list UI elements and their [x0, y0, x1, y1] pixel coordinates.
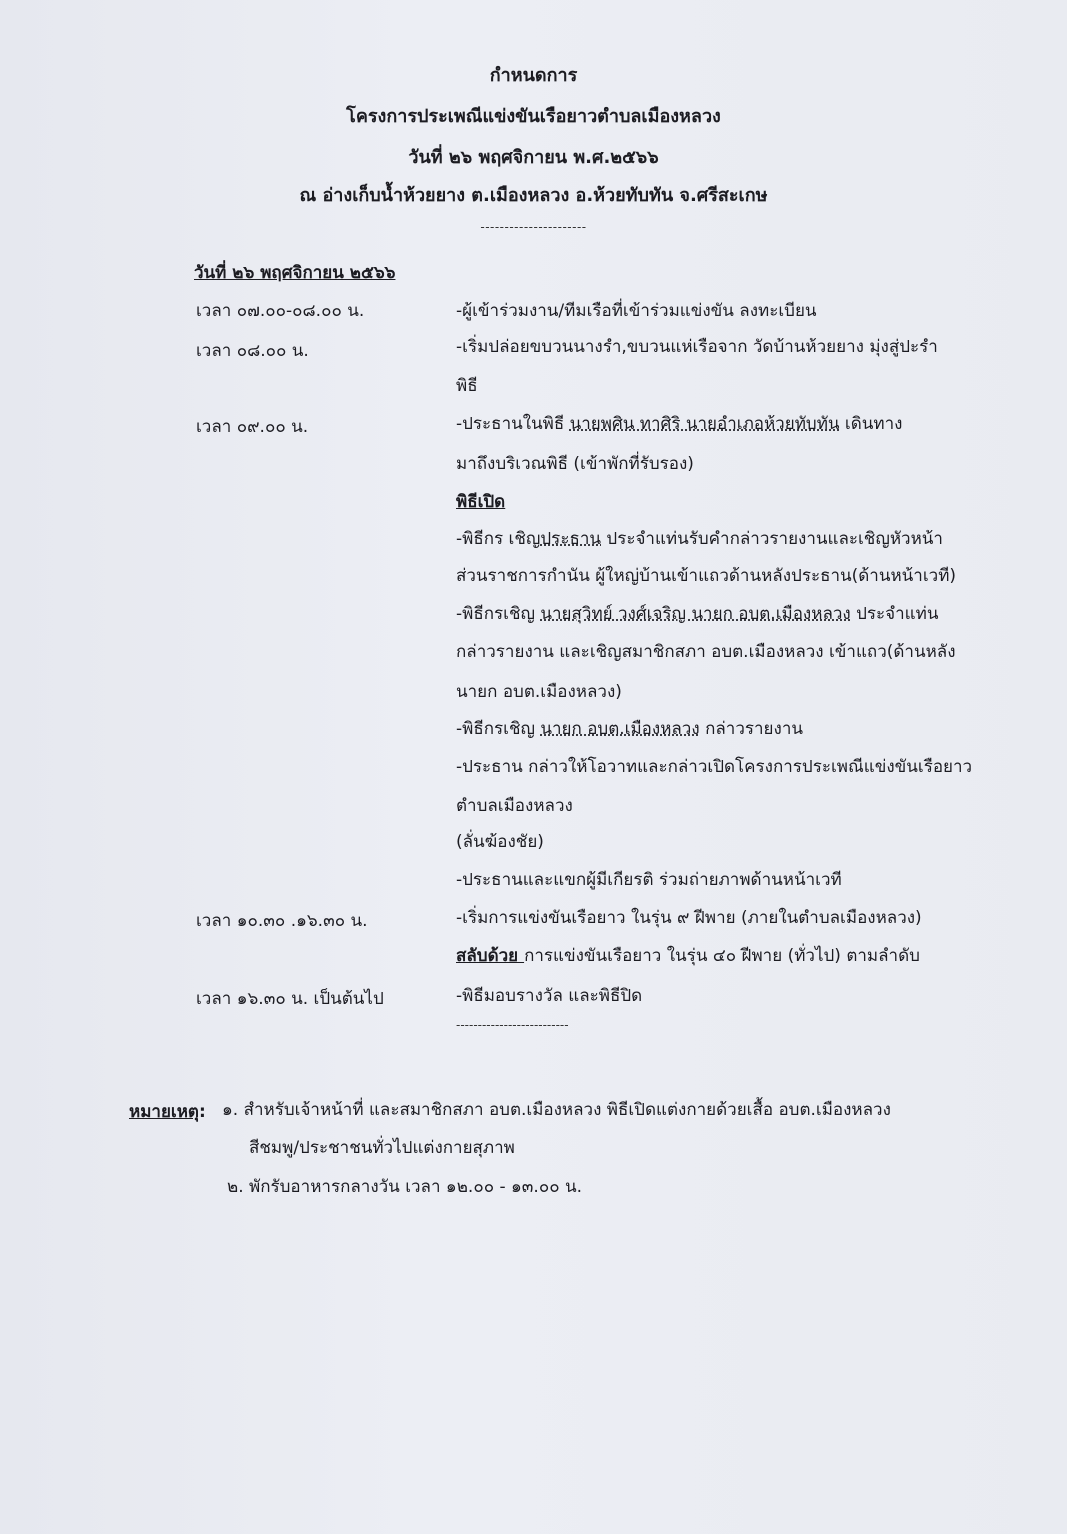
chairperson-ref: ประธาน: [540, 529, 601, 549]
project-name: โครงการประเพณีแข่งขันเรือยาวตำบลเมืองหลวง: [346, 106, 721, 127]
schedule-desc-2-line2: พิธี: [456, 376, 478, 396]
schedule-desc-4-line2: [456, 942, 920, 969]
text-segment: -ประธานในพิธี: [456, 414, 570, 434]
note-1-line1: ๑. สำหรับเจ้าหน้าที่ และสมาชิกสภา อบต.เมืองหลวง พิธีเปิดแต่งกายด้วยเสื้อ อบต.เมืองหลวง: [222, 1100, 891, 1120]
header-separator: ----------------------: [480, 220, 587, 234]
opening-item-2-line1: [456, 600, 938, 627]
opening-item-4-line3: (ลั่นฆ้องชัย): [456, 832, 544, 852]
opening-item-4-line1: -ประธาน กล่าวให้โอวาทและกล่าวเปิดโครงการประเพณีแข่งขันเรือยาว: [456, 757, 973, 777]
opening-item-2-line2: กล่าวรายงาน และเชิญสมาชิกสภา อบต.เมืองหลวง เข้าแถว(ด้านหลัง: [456, 642, 956, 662]
schedule-desc-5: -พิธีมอบรางวัล และพิธีปิด: [456, 986, 643, 1006]
event-venue: ณ อ่างเก็บน้ำห้วยยาง ต.เมืองหลวง อ.ห้วยทับทัน จ.ศรีสะเกษ: [299, 185, 768, 206]
text-segment: กล่าวรายงาน: [699, 719, 803, 739]
schedule-time-2: เวลา ๐๘.๐๐ น.: [196, 341, 309, 361]
schedule-time-1: เวลา ๐๗.๐๐-๐๘.๐๐ น.: [196, 301, 365, 321]
schedule-desc-1: -ผู้เข้าร่วมงาน/ทีมเรือที่เข้าร่วมแข่งขัน ลงทะเบียน: [456, 301, 817, 321]
text-segment: ประจำแท่น: [850, 604, 939, 624]
schedule-time-4: เวลา ๑๐.๓๐ .๑๖.๓๐ น.: [196, 911, 368, 931]
schedule-desc-3-line1: [456, 410, 902, 437]
opening-ceremony-heading: พิธีเปิด: [456, 492, 506, 512]
notes-label-text: หมายเหตุ: [129, 1102, 199, 1122]
opening-item-4-line2: ตำบลเมืองหลวง: [456, 796, 573, 816]
notes-colon: :: [198, 1102, 206, 1122]
mayor-title: นายก อบต.เมืองหลวง: [540, 719, 700, 739]
document-title: กำหนดการ: [489, 65, 578, 86]
event-date: วันที่ ๒๖ พฤศจิกายน พ.ศ.๒๕๖๖: [408, 147, 659, 168]
schedule-desc-2-line1: -เริ่มปล่อยขบวนนางรำ,ขบวนแห่เรือจาก วัดบ้านห้วยยาง มุ่งสู่ปะรำ: [456, 337, 938, 357]
note-2: ๒. พักรับอาหารกลางวัน เวลา ๑๒.๐๐ - ๑๓.๐๐ น.: [227, 1177, 583, 1197]
opening-item-2-line3: นายก อบต.เมืองหลวง): [456, 682, 622, 702]
text-segment: -พิธีกร เชิญ: [456, 529, 541, 549]
schedule-time-3: เวลา ๐๙.๐๐ น.: [196, 417, 309, 437]
day-heading: วันที่ ๒๖ พฤศจิกายน ๒๕๖๖: [194, 263, 396, 283]
opening-item-1-line2: ส่วนราชการกำนัน ผู้ใหญ่บ้านเข้าแถวด้านหลังประธาน(ด้านหน้าเวที): [456, 566, 957, 586]
text-segment: -พิธีกรเชิญ: [456, 719, 541, 739]
text-segment: -พิธีกรเชิญ: [456, 604, 541, 624]
text-segment: ประจำแท่นรับคำกล่าวรายงานและเชิญหัวหน้า: [601, 529, 943, 549]
schedule-end-separator: --------------------------: [456, 1018, 569, 1032]
chairperson-name: นายพศิน ทาศิริ นายอำเภอห้วยทับทัน: [569, 414, 840, 434]
opening-item-1-line1: [456, 525, 943, 552]
schedule-time-5: เวลา ๑๖.๓๐ น. เป็นต้นไป: [196, 989, 384, 1009]
schedule-desc-3-line2: มาถึงบริเวณพิธี (เข้าพักที่รับรอง): [456, 454, 694, 474]
alternate-label: สลับด้วย: [456, 946, 525, 966]
mayor-name: นายสุวิทย์ วงศ์เจริญ นายก อบต.เมืองหลวง: [540, 604, 851, 624]
schedule-desc-4-line1: -เริ่มการแข่งขันเรือยาว ในรุ่น ๙ ฝีพาย (ภายในตำบลเมืองหลวง): [456, 908, 922, 928]
text-segment: การแข่งขันเรือยาว ในรุ่น ๔๐ ฝีพาย (ทั่วไป) ตามลำดับ: [524, 946, 920, 966]
text-segment: เดินทาง: [839, 414, 903, 434]
opening-item-3: [456, 715, 803, 742]
opening-item-5: -ประธานและแขกผู้มีเกียรติ ร่วมถ่ายภาพด้านหน้าเวที: [456, 870, 842, 890]
note-1-line2: สีชมพู/ประชาชนทั่วไปแต่งกายสุภาพ: [249, 1138, 515, 1158]
notes-label: [129, 1098, 206, 1125]
